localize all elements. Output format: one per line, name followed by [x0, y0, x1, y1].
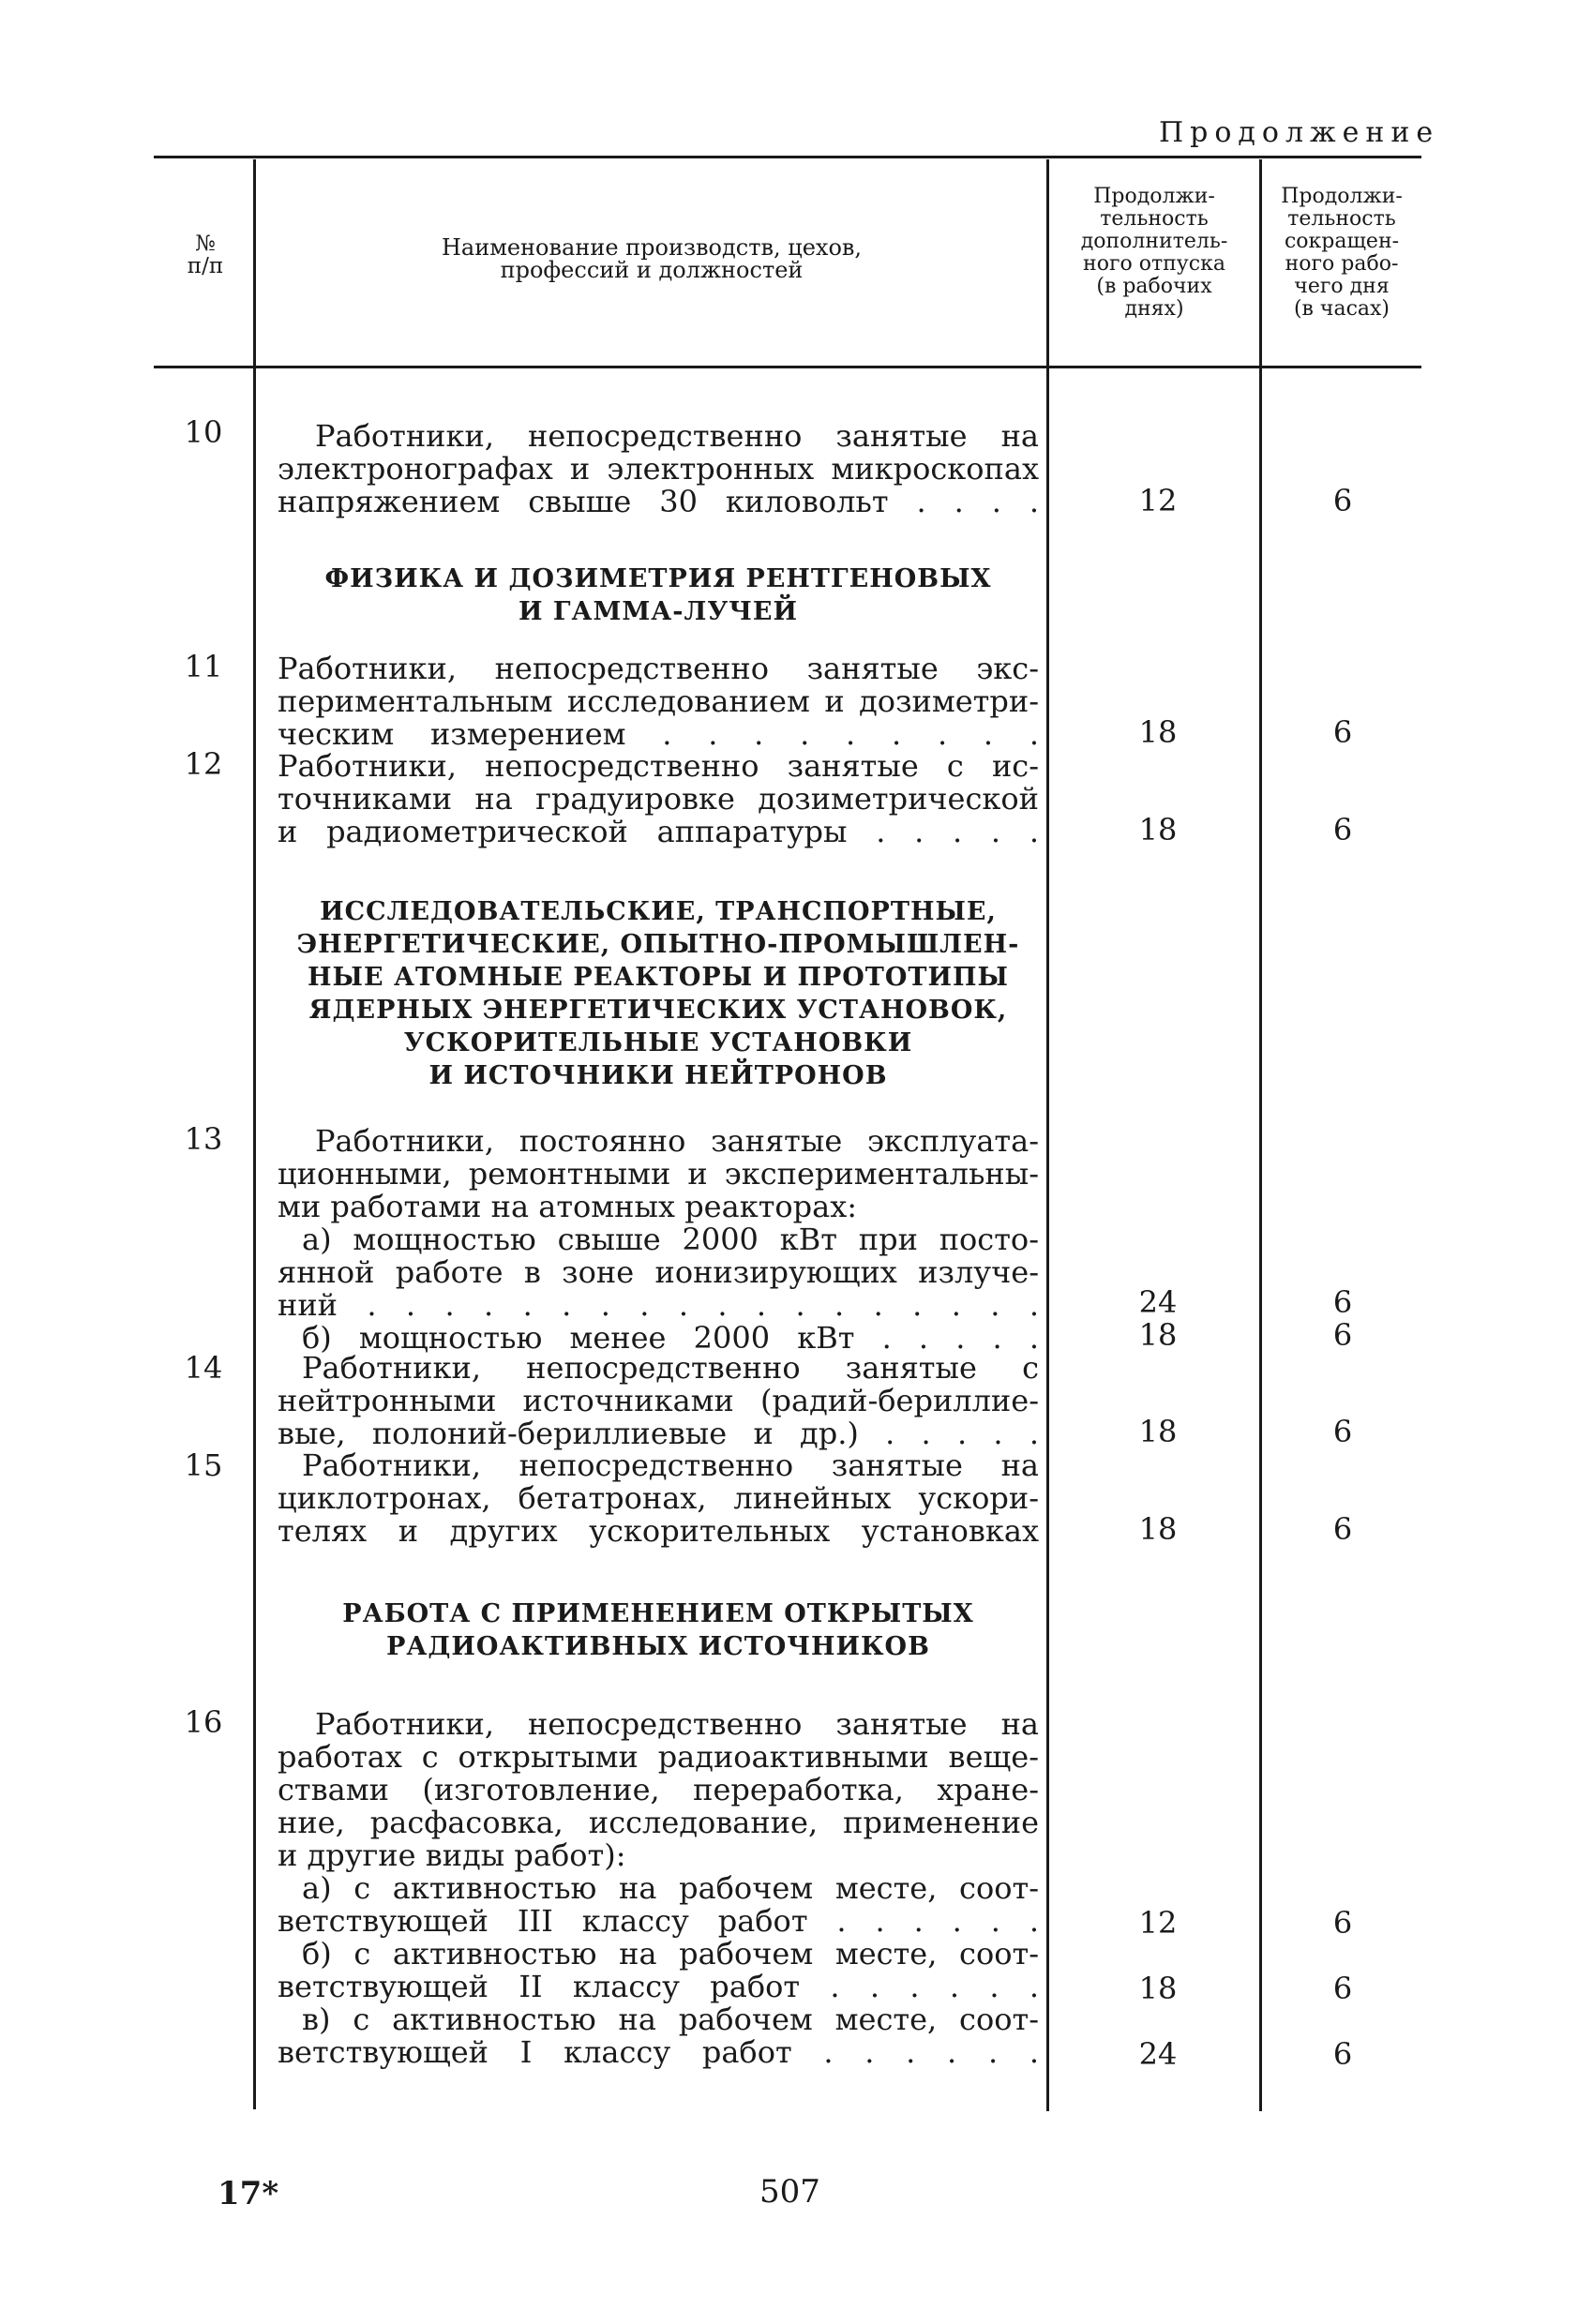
section-heading: РАБОТА С ПРИМЕНЕНИЕМ ОТКРЫТЫХ РАДИОАКТИВНЫХ ИСТОЧНИКОВ [342, 1599, 974, 1661]
leave-days: 12 [1138, 483, 1178, 518]
column-divider-2 [1046, 159, 1049, 2111]
leave-days: 18 [1138, 714, 1178, 750]
shortday-hours: 6 [1332, 714, 1353, 750]
leave-days: 18 [1138, 1511, 1178, 1547]
leave-days: 18 [1138, 1414, 1178, 1449]
header-leave: Продолжи- тельность дополнитель- ного отпуска (в рабочих днях) [1080, 185, 1228, 321]
header-num: № п/п [187, 232, 224, 278]
leave-days: 18 [1138, 1317, 1178, 1353]
shortday-hours: 6 [1332, 812, 1353, 847]
table-top-rule [154, 156, 1421, 158]
row-number: 12 [184, 746, 223, 782]
row-number: 15 [184, 1447, 223, 1483]
row-text: Работники, непосредственно занятые экс- периментальным исследованием и дозиметри- ческим измерением . . . . . . . . . [278, 651, 1039, 752]
header-name: Наименование производств, цехов, профессий и должностей [441, 234, 863, 283]
row-number: 10 [184, 414, 223, 450]
column-divider-1 [253, 159, 256, 2109]
page-number: 507 [759, 2173, 820, 2211]
row-text: Работники, непосредственно занятые на работах с открытыми радиоактивными веще- ствами (изготовление, переработка, хране- ние, расфасовка, исследование, применение и другие виды работ): а) с активностью на рабочем месте, соот- ветствующей III классу работ . . . . . . б) с активностью на рабочем месте, соот- ветствующей II классу работ . . . . . . в) с активностью на рабочем месте, соот- ветствующей I классу работ . . . . . . [278, 1706, 1039, 2070]
column-divider-3 [1259, 159, 1262, 2111]
row-number: 13 [184, 1121, 223, 1157]
shortday-hours: 6 [1332, 1971, 1353, 2006]
section-heading: ИССЛЕДОВАТЕЛЬСКИЕ, ТРАНСПОРТНЫЕ, ЭНЕРГЕТИЧЕСКИЕ, ОПЫТНО-ПРОМЫШЛЕН- НЫЕ АТОМНЫЕ РЕАКТОРЫ И ПРОТОТИПЫ ЯДЕРНЫХ ЭНЕРГЕТИЧЕСКИХ УСТАНОВОК, УСКОРИТЕЛЬНЫЕ УСТАНОВКИ И ИСТОЧНИКИ НЕЙТРОНОВ [296, 897, 1020, 1090]
leave-days: 24 [1138, 2036, 1178, 2072]
shortday-hours: 6 [1332, 2036, 1353, 2072]
shortday-hours: 6 [1332, 483, 1353, 518]
row-text: Работники, непосредственно занятые на циклотронах, бетатронах, линейных ускори- телях и других ускорительных установках [278, 1447, 1039, 1549]
leave-days: 18 [1138, 1971, 1178, 2006]
row-text: Работники, непосредственно занятые на электронографах и электронных микроскопах напряжением свыше 30 киловольт . . . . [278, 418, 1039, 519]
shortday-hours: 6 [1332, 1317, 1353, 1353]
row-number: 11 [184, 649, 223, 684]
continuation-label: Продолжение [1159, 116, 1440, 149]
leave-days: 18 [1138, 812, 1178, 847]
row-text: Работники, постоянно занятые эксплуата- ционными, ремонтными и экспериментальны- ми работами на атомных реакторах: а) мощностью свыше 2000 кВт при посто- янной работе в зоне ионизирующих излуче- ний . . . . . . . . . . . . . . . . . . б) мощностью менее 2000 кВт . . . . . [278, 1123, 1039, 1356]
shortday-hours: 6 [1332, 1905, 1353, 1941]
signature-mark: 17* [218, 2175, 279, 2212]
leave-days: 12 [1138, 1905, 1178, 1941]
leave-days: 24 [1138, 1284, 1178, 1320]
row-number: 16 [184, 1704, 223, 1740]
shortday-hours: 6 [1332, 1414, 1353, 1449]
row-text: Работники, непосредственно занятые с ис- точниками на градуировке дозиметрической и радиометрической аппаратуры . . . . . [278, 748, 1039, 849]
header-shortday: Продолжи- тельность сокращен- ного рабо- чего дня (в часах) [1281, 185, 1403, 321]
section-heading: ФИЗИКА И ДОЗИМЕТРИЯ РЕНТГЕНОВЫХ И ГАММА-ЛУЧЕЙ [324, 564, 992, 626]
header-bottom-rule [154, 366, 1421, 368]
shortday-hours: 6 [1332, 1284, 1353, 1320]
shortday-hours: 6 [1332, 1511, 1353, 1547]
row-number: 14 [184, 1350, 223, 1386]
row-text: Работники, непосредственно занятые с нейтронными источниками (радий-бериллие- вые, полоний-бериллиевые и др.) . . . . . [278, 1350, 1039, 1451]
